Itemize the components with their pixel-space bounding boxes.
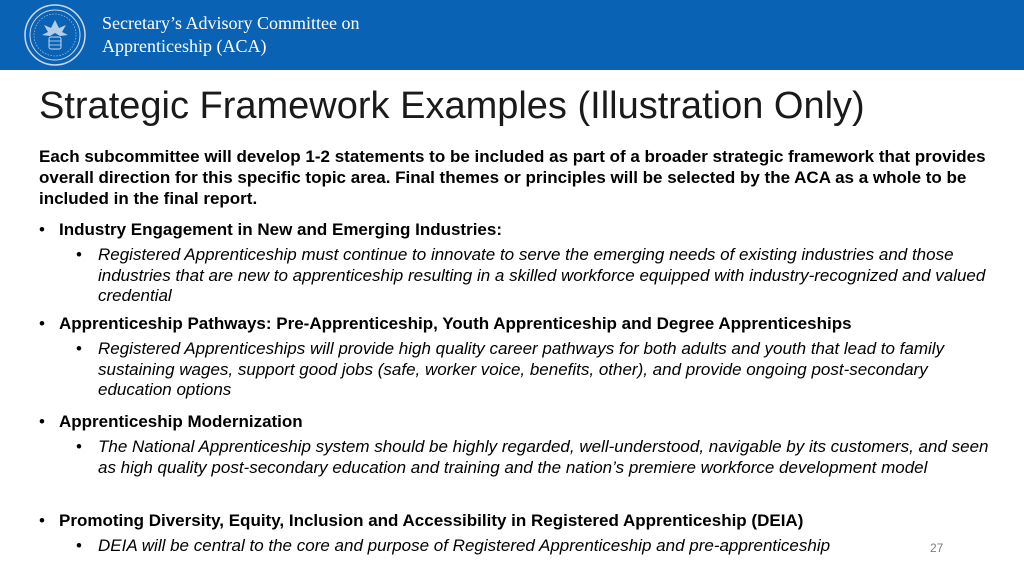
bullet-icon: • [39,314,45,333]
framework-item-detail [39,536,999,557]
framework-item-heading-text: Promoting Diversity, Equity, Inclusion and Accessibility in Registered Apprenticeship (DEIA) [59,511,804,530]
sub-bullet-icon: • [76,437,82,456]
sub-bullet-icon: • [76,536,82,555]
framework-item [39,313,999,401]
framework-item [39,219,999,307]
page-number: 27 [930,541,944,555]
framework-item-detail-text: The National Apprenticeship system should be highly regarded, well-understood, navigable by its customers, and seen as high quality post-secondary education and training and the nation’s premiere workforce development model [98,437,989,477]
framework-item-detail-text: DEIA will be central to the core and purpose of Registered Apprenticeship and pre-apprenticeship [98,536,831,555]
framework-item-detail-text: Registered Apprenticeship must continue to innovate to serve the emerging needs of existing industries and those industries that are new to apprenticeship resulting in a skilled workforce equipped with industry-recognized and valued credential [98,245,986,305]
committee-title-line2: Apprenticeship (ACA) [102,36,267,56]
framework-item-detail-text: Registered Apprenticeships will provide high quality career pathways for both adults and youth that lead to family sustaining wages, support good jobs (safe, worker voice, benefits, other), and provide ongoing post-secondary education options [98,339,945,399]
sub-bullet-icon: • [76,339,82,358]
framework-item [39,411,999,478]
framework-item-heading [39,313,999,334]
header-bar [0,0,1024,70]
department-seal-icon [24,4,86,66]
framework-item-detail [39,339,999,401]
committee-title [102,12,359,58]
framework-item [39,510,999,557]
framework-item-heading-text: Apprenticeship Modernization [59,412,303,431]
framework-item-detail [39,245,999,307]
bullet-icon: • [39,412,45,431]
bullet-icon: • [39,220,45,239]
framework-item-heading-text: Industry Engagement in New and Emerging Industries: [59,220,503,239]
intro-paragraph: Each subcommittee will develop 1-2 statements to be included as part of a broader strategic framework that provides overall direction for this specific topic area. Final themes or principles will be selected by the ACA as a whole to be included in the final report. [39,147,986,208]
sub-bullet-icon: • [76,245,82,264]
committee-title-line1: Secretary’s Advisory Committee on [102,13,360,33]
framework-item-heading [39,219,999,240]
framework-item-heading [39,411,999,432]
slide-title: Strategic Framework Examples (Illustration Only) [39,85,865,127]
bullet-icon: • [39,511,45,530]
framework-item-heading-text: Apprenticeship Pathways: Pre-Apprenticeship, Youth Apprenticeship and Degree Apprenticeships [59,314,852,333]
framework-item-detail [39,437,999,478]
framework-item-heading [39,510,999,531]
